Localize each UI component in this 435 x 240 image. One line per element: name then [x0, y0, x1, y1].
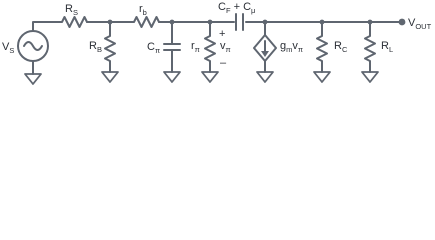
resistor-rb — [89, 20, 118, 82]
ground-icon — [102, 72, 118, 82]
dependent-current-source — [254, 20, 303, 82]
arrow-down-icon — [261, 51, 269, 57]
resistor-rl — [362, 20, 393, 82]
ground-icon — [362, 72, 378, 82]
rb-series-label: $r_b$ — [139, 3, 147, 17]
vpi-label: $v_\pi$ — [220, 40, 231, 54]
ground-icon — [202, 72, 218, 82]
voltage-source-vs — [2, 31, 48, 84]
feedback-cap-label: $C_F + C_\mu$ — [218, 1, 256, 15]
output-terminal — [399, 17, 432, 31]
resistor-rb-series — [132, 3, 159, 27]
resistor-rc — [314, 20, 348, 82]
capacitor-feedback — [218, 1, 255, 30]
ground-icon — [25, 74, 41, 84]
ground-icon — [314, 72, 330, 82]
resistor-rs — [60, 3, 87, 27]
small-signal-circuit-diagram — [0, 0, 435, 102]
resistor-rpi — [191, 20, 231, 82]
gm-source-label: $g_mv_\pi$ — [280, 40, 304, 54]
ground-icon — [164, 72, 180, 82]
signal-wires — [33, 22, 401, 30]
rc-label: $R_C$ — [334, 40, 348, 54]
rl-label: $R_L$ — [381, 40, 394, 54]
rpi-label: $r_\pi$ — [191, 40, 200, 54]
vpi-plus: + — [219, 28, 226, 40]
vs-label: $V_S$ — [2, 41, 15, 55]
rs-label: $R_S$ — [65, 3, 78, 17]
rb-label: $R_B$ — [89, 40, 102, 54]
cpi-label: $C_\pi$ — [147, 41, 161, 55]
ground-icon — [257, 72, 273, 82]
vpi-minus: – — [220, 57, 227, 69]
capacitor-cpi — [147, 20, 180, 82]
vout-label: $V_{OUT}$ — [408, 17, 432, 31]
